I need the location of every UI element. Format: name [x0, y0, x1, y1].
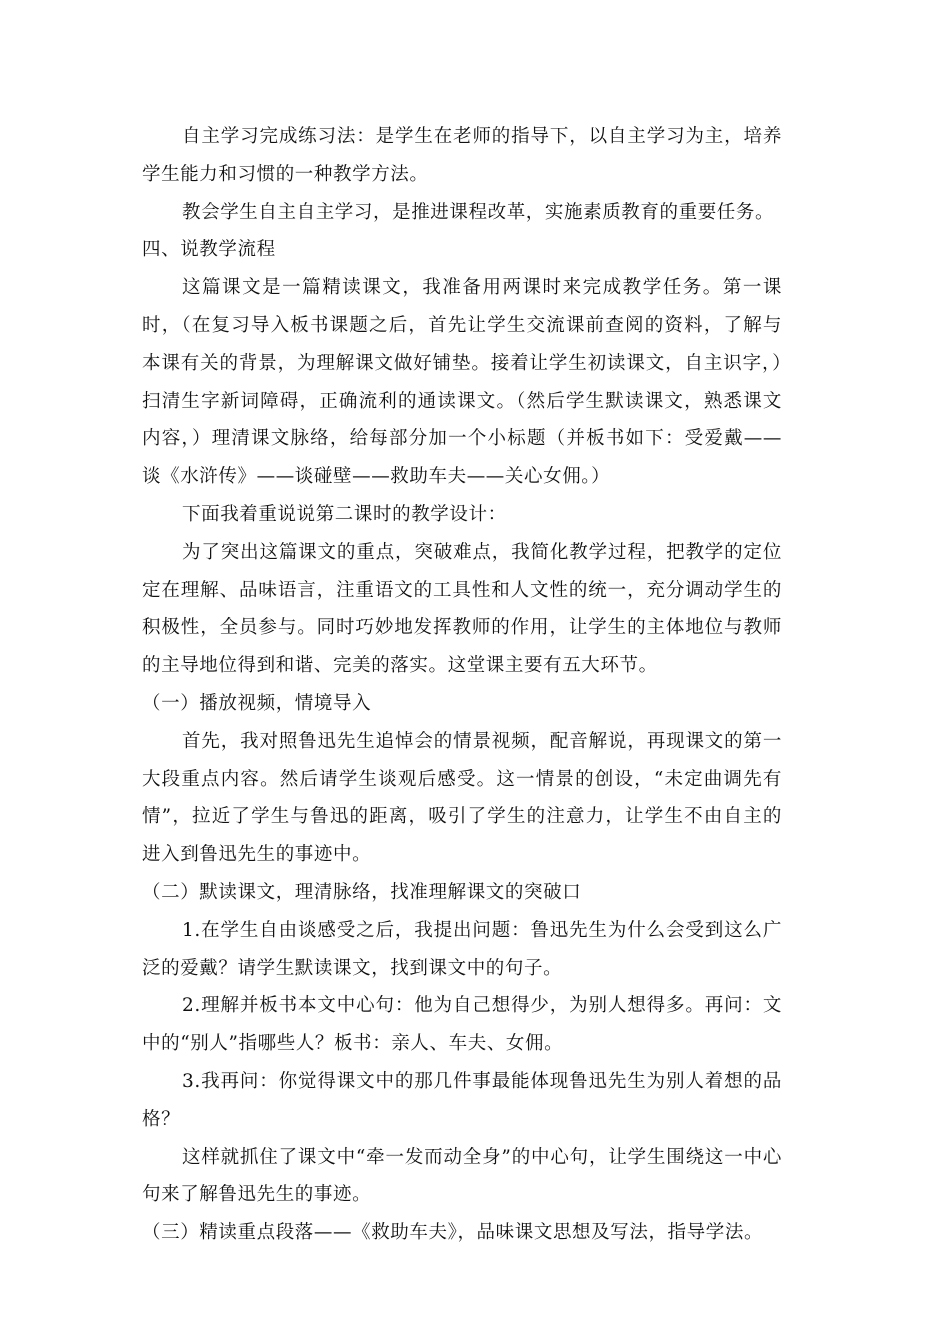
subheading-step-one: （一）播放视频，情境导入: [142, 692, 372, 714]
paragraph-question-three: 3.我再问：你觉得课文中的那几件事最能体现鲁迅先生为别人着想的品格？: [142, 1070, 782, 1130]
paragraph-video-intro: 首先，我对照鲁迅先生追悼会的情景视频，配音解说，再现课文的第一大段重点内容。然后请学生谈观后感受。这一情景的创设，“未定曲调先有情”，拉近了学生与鲁迅的距离，吸引了学生的注意力，让学生不由自主的进入到鲁迅先生的事迹中。: [142, 730, 782, 866]
paragraph-self-study-method: 自主学习完成练习法：是学生在老师的指导下，以自主学习为主，培养学生能力和习惯的一种教学方法。: [142, 126, 782, 185]
paragraph-first-lesson: 这篇课文是一篇精读课文，我准备用两课时来完成教学任务。第一课时，（在复习导入板书课题之后，首先让学生交流课前查阅的资料，了解与本课有关的背景，为理解课文做好铺垫。接着让学生初读课文，自主识字，）扫清生字新词障碍，正确流利的通读课文。（然后学生默读课文，熟悉课文内容，）理清课文脉络，给每部分加一个小标题（并板书如下：受爱戴——谈《水浒传》——谈碰壁——救助车夫——关心女佣。）: [142, 277, 782, 488]
paragraph-teaching-design: 为了突出这篇课文的重点，突破难点，我简化教学过程，把教学的定位定在理解、品味语言，注重语文的工具性和人文性的统一，充分调动学生的积极性，全员参与。同时巧妙地发挥教师的作用，让学生的主体地位与教师的主导地位得到和谐、完美的落实。这堂课主要有五大环节。: [142, 541, 782, 677]
paragraph-second-lesson-intro: 下面我着重说说第二课时的教学设计：: [182, 503, 507, 525]
document-page: [142, 118, 782, 1252]
paragraph-central-sentence: 这样就抓住了课文中“牵一发而动全身”的中心句，让学生围绕这一中心句来了解鲁迅先生的事迹。: [142, 1146, 782, 1206]
subheading-step-two: （二）默读课文，理清脉络，找准理解课文的突破口: [142, 881, 582, 903]
paragraph-question-one: 1.在学生自由谈感受之后，我提出问题：鲁迅先生为什么会受到这么广泛的爱戴？请学生默读课文，找到课文中的句子。: [142, 919, 782, 979]
section-heading-teaching-process: 四、说教学流程: [142, 239, 276, 261]
subheading-step-three: （三）精读重点段落——《救助车夫》，品味课文思想及写法，指导学法。: [142, 1222, 764, 1244]
paragraph-teach-self-study: 教会学生自主自主学习，是推进课程改革，实施素质教育的重要任务。: [182, 201, 775, 223]
paragraph-question-two: 2.理解并板书本文中心句：他为自己想得少，为别人想得多。再问：文中的“别人”指哪些人？板书：亲人、车夫、女佣。: [142, 995, 782, 1055]
